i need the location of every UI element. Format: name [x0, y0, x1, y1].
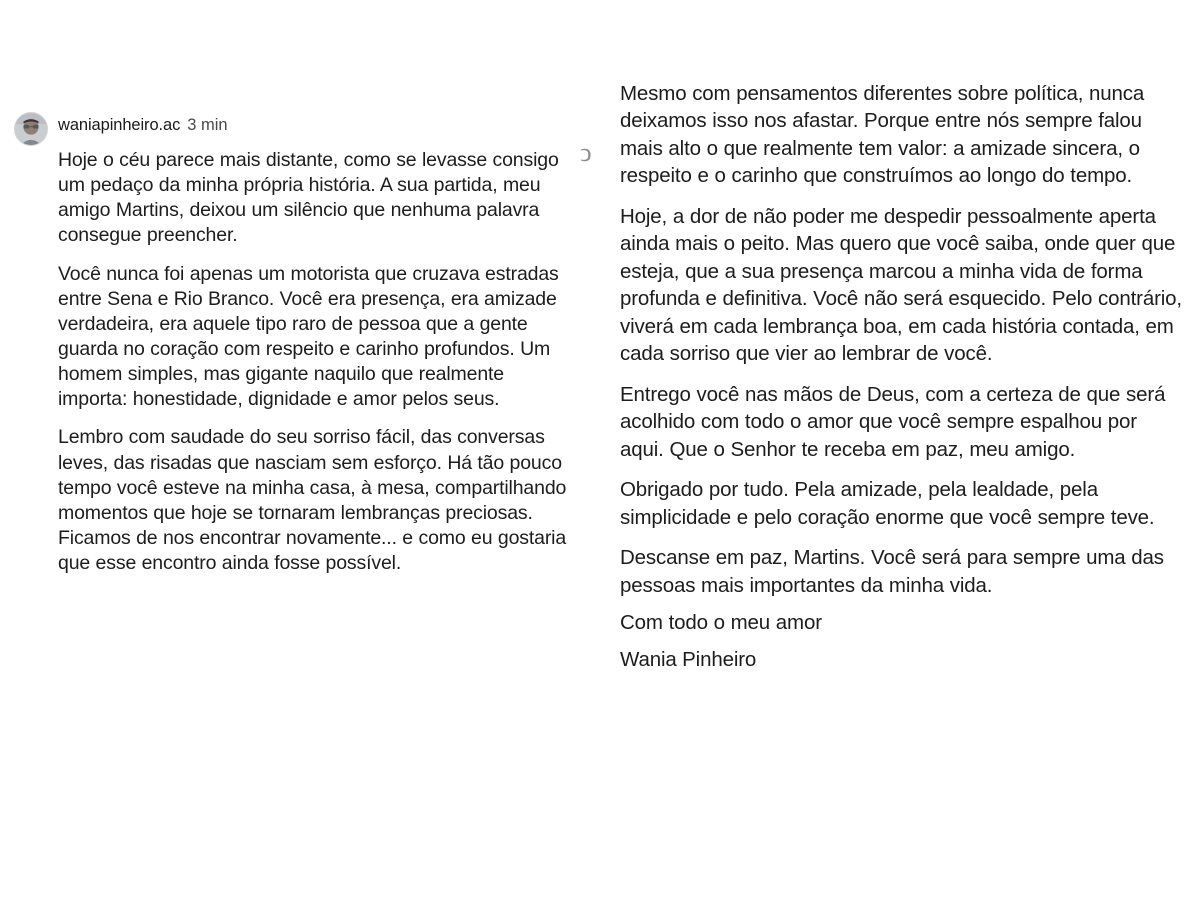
closing-line: Com todo o meu amor: [620, 610, 822, 634]
post-body-left: [58, 148, 574, 576]
avatar[interactable]: [14, 112, 48, 146]
paragraph: Você nunca foi apenas um motorista que cruzava estradas entre Sena e Rio Branco. Você era presença, era amizade verdadeira, era aquele tipo raro de pessoa que a gente guarda no coração com respeito e carinho profundos. Um homem simples, mas gigante naquilo que realmente importa: honestidade, dignidade e amor pelos seus.: [58, 262, 559, 411]
paragraph: Mesmo com pensamentos diferentes sobre política, nunca deixamos isso nos afastar. Porque entre nós sempre falou mais alto o que realmente tem valor: a amizade sincera, o respeito e o carinho que construímos ao longo do tempo.: [620, 82, 1145, 188]
post-right-column: [620, 80, 1182, 674]
signature: Wania Pinheiro: [620, 648, 757, 672]
paragraph: Hoje, a dor de não poder me despedir pessoalmente aperta ainda mais o peito. Mas quero que você saiba, onde quer que esteja, que a sua presença marcou a minha vida de forma profunda e definitiva. Você não será esquecido. Pelo contrário, viverá em cada lembrança boa, em cada história contada, em cada sorriso que vier ao lembrar de você.: [620, 204, 1182, 366]
paragraph: Obrigado por tudo. Pela amizade, pela lealdade, pela simplicidade e pelo coração enorme que você sempre teve.: [620, 478, 1155, 529]
post-header: [14, 112, 574, 146]
username[interactable]: waniapinheiro.ac: [58, 116, 181, 134]
scroll-glyph-icon: ↄ: [580, 138, 592, 167]
paragraph: Descanse em paz, Martins. Você será para sempre uma das pessoas mais importantes da minha vida.: [620, 546, 1164, 597]
paragraph: Hoje o céu parece mais distante, como se levasse consigo um pedaço da minha própria história. A sua partida, meu amigo Martins, deixou um silêncio que nenhuma palavra consegue preencher.: [58, 149, 559, 247]
user-avatar-photo-icon: [15, 113, 47, 145]
paragraph: Lembro com saudade do seu sorriso fácil, das conversas leves, das risadas que nasciam sem esforço. Há tão pouco tempo você esteve na minha casa, à mesa, compartilhando momentos que hoje se tornaram lembranças preciosas. Ficamos de nos encontrar novamente... e como eu gostaria que esse encontro ainda fosse possível.: [58, 426, 567, 575]
timestamp: 3 min: [187, 116, 228, 134]
post-left-column: [14, 112, 574, 576]
paragraph: Entrego você nas mãos de Deus, com a certeza de que será acolhido com todo o amor que você sempre espalhou por aqui. Que o Senhor te receba em paz, meu amigo.: [620, 382, 1166, 461]
post-header-text: [58, 112, 228, 136]
